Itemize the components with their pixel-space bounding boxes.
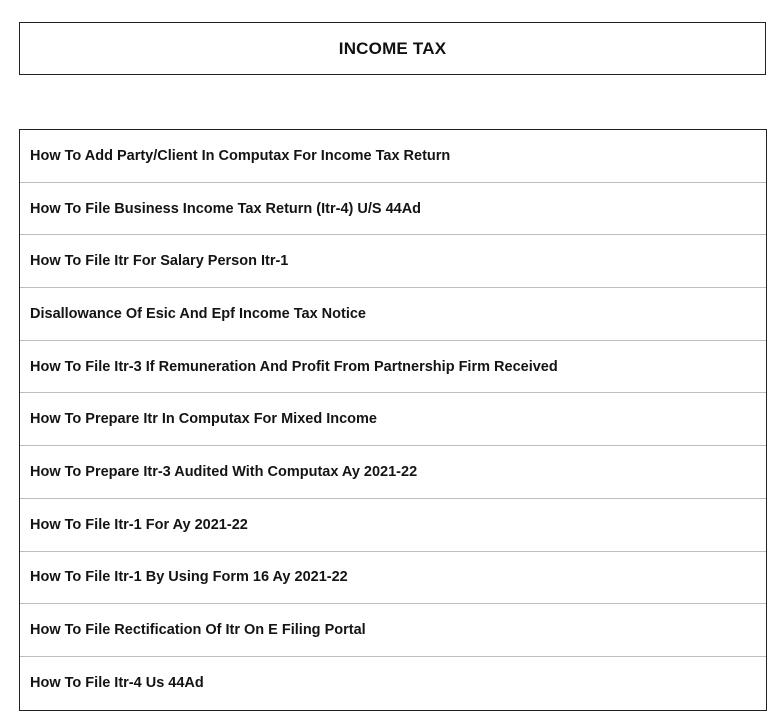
list-item[interactable] <box>20 657 766 710</box>
list-item-link[interactable]: How To Prepare Itr-3 Audited With Computax Ay 2021-22 <box>30 463 418 480</box>
list-item[interactable] <box>20 604 766 657</box>
list-item-link[interactable]: How To File Itr-1 By Using Form 16 Ay 2021-22 <box>30 569 348 586</box>
list-item[interactable] <box>20 341 766 394</box>
list-item[interactable] <box>20 183 766 236</box>
page-title: INCOME TAX <box>338 38 447 58</box>
list-item[interactable] <box>20 499 766 552</box>
list-item-link[interactable]: How To File Rectification Of Itr On E Filing Portal <box>30 622 366 639</box>
list-item[interactable] <box>20 130 766 183</box>
list-item[interactable] <box>20 288 766 341</box>
list-item-link[interactable]: How To Prepare Itr In Computax For Mixed Income <box>30 411 377 428</box>
list-item[interactable] <box>20 235 766 288</box>
list-item-link[interactable]: Disallowance Of Esic And Epf Income Tax Notice <box>30 305 366 322</box>
list-item-link[interactable]: How To File Itr-3 If Remuneration And Profit From Partnership Firm Received <box>30 358 558 375</box>
section-title-box <box>19 22 766 75</box>
article-list <box>19 129 767 711</box>
list-item-link[interactable]: How To File Business Income Tax Return (Itr-4) U/S 44Ad <box>30 200 422 217</box>
list-item-link[interactable]: How To Add Party/Client In Computax For Income Tax Return <box>30 147 451 164</box>
list-item-link[interactable]: How To File Itr-1 For Ay 2021-22 <box>30 516 248 533</box>
list-item[interactable] <box>20 393 766 446</box>
list-item[interactable] <box>20 552 766 605</box>
list-item-link[interactable]: How To File Itr-4 Us 44Ad <box>30 675 204 692</box>
list-item-link[interactable]: How To File Itr For Salary Person Itr-1 <box>30 253 289 270</box>
list-item[interactable] <box>20 446 766 499</box>
